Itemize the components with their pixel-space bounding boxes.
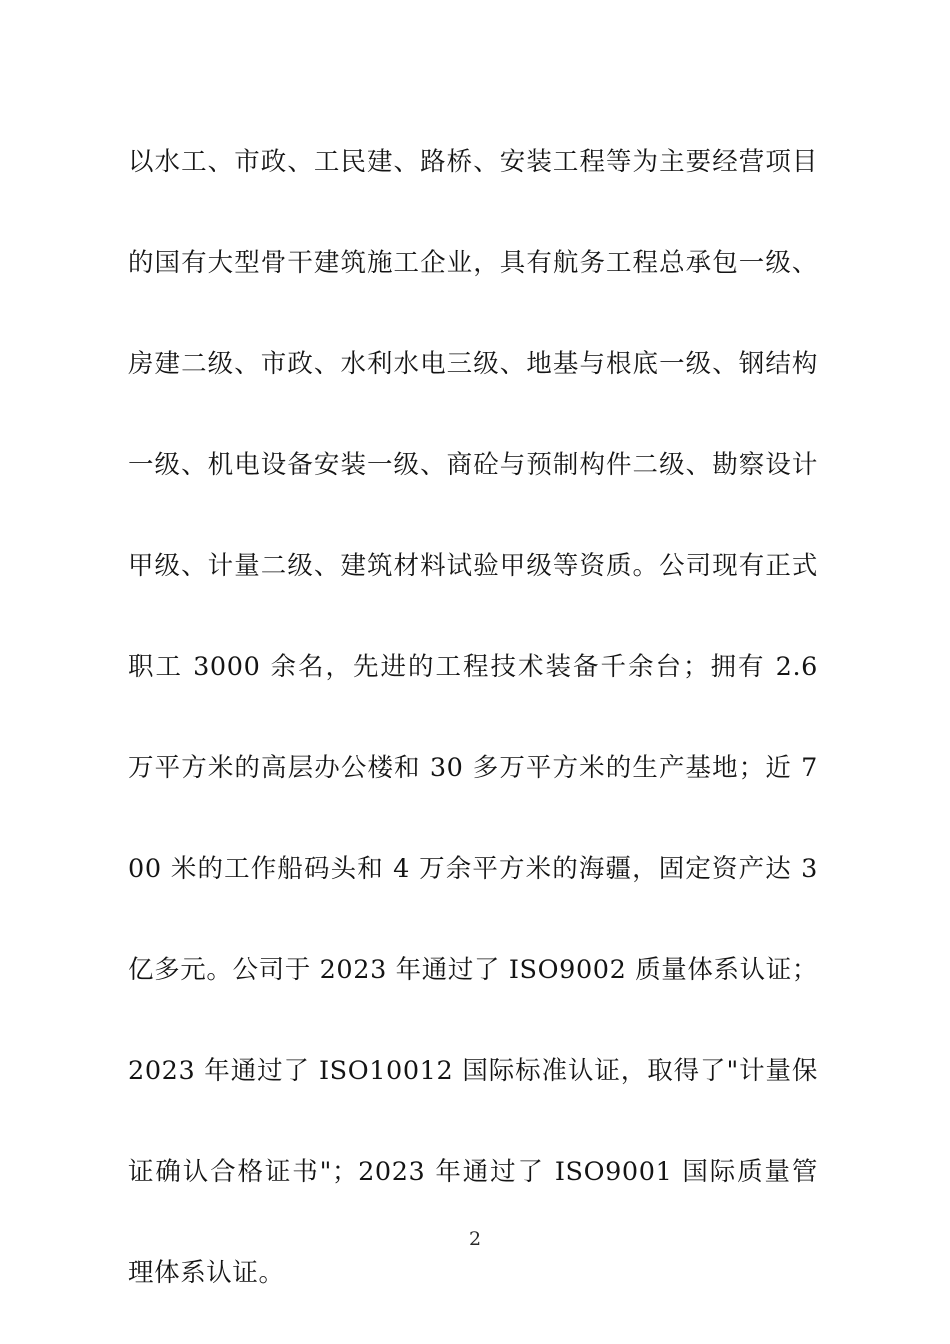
document-body-paragraph: 以水工、市政、工民建、路桥、安装工程等为主要经营项目的国有大型骨干建筑施工企业，具有航务工程总承包一级、房建二级、市政、水利水电三级、地基与根底一级、钢结构一级、机电设备安装一级、商砼与预制构件二级、勘察设计甲级、计量二级、建筑材料试验甲级等资质。公司现有正式职工 3000 余名，先进的工程技术装备千余台；拥有 2.6 万平方米的高层办公楼和 30 多万平方米的生产基地；近 700 米的工作船码头和 4 万余平方米的海疆，固定资产达 3 亿多元。公司于 2023 年通过了 ISO9002 质量体系认证；2023 年通过了 ISO10012 国际标准认证，取得了"计量保证确认合格证书"；2023 年通过了 ISO9001 国际质量管理体系认证。 [128,147,827,1288]
page-number: 2 [468,1228,482,1250]
